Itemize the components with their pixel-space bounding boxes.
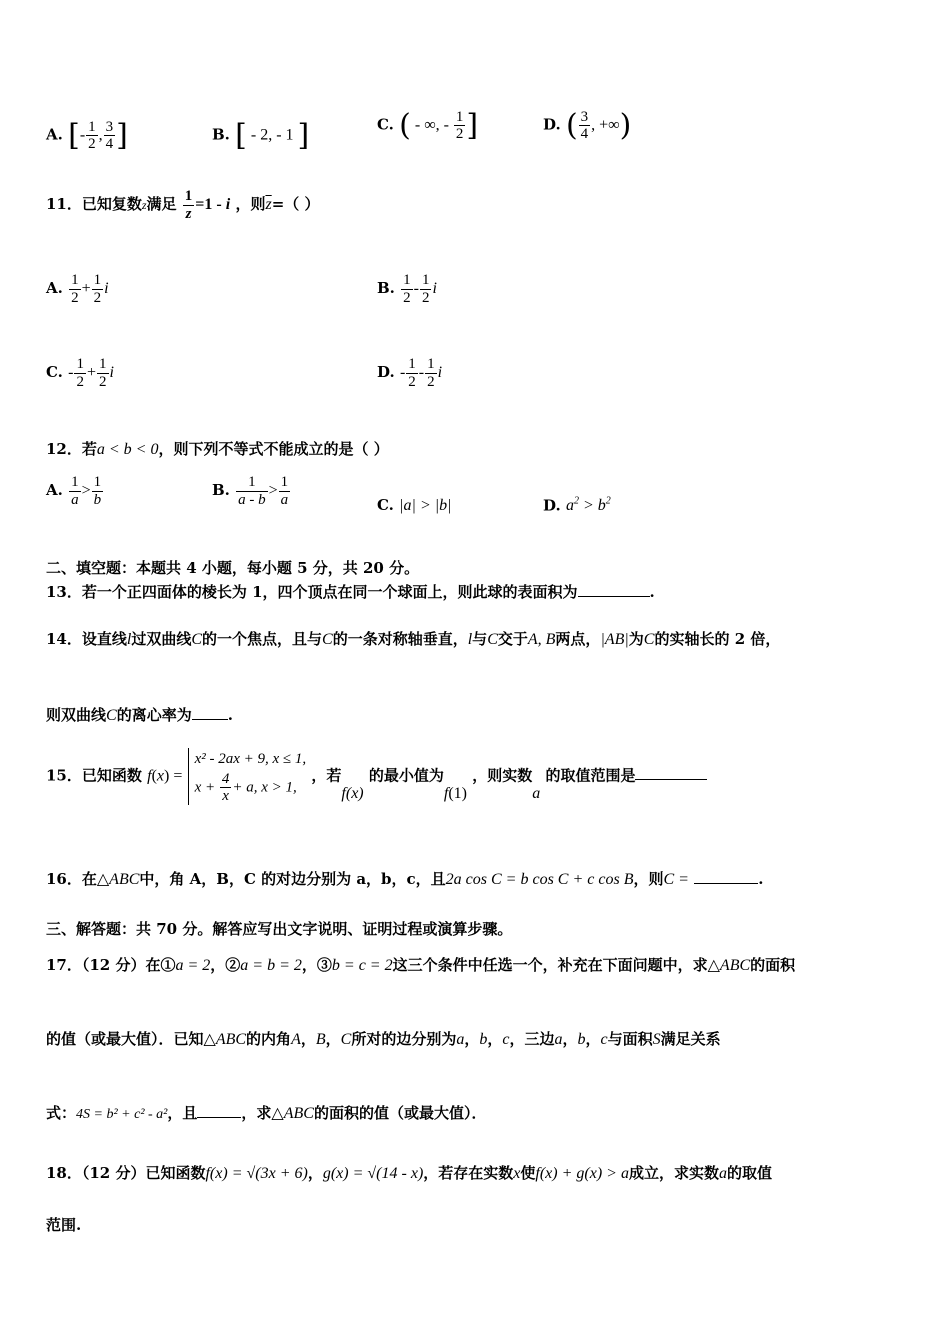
q10-option-a: A. [- $\frac{1}{2}$ , $\frac{3}{4}$ ]: [46, 118, 128, 153]
q12-stem: 12．若a < b < 0，则下列不等式不能成立的是（ ）: [46, 440, 389, 458]
section-3-heading: 三、解答题：共 70 分。解答应写出文字说明、证明过程或演算步骤。: [46, 920, 513, 938]
q11-option-c: C. - $\frac{1}{2}$ + $\frac{1}{2}$ i: [46, 356, 114, 390]
q12-option-b: B. $\frac{1}{a - b}$ > $\frac{1}{a}$: [212, 474, 289, 508]
q15: 15．已知函数 f(x) = x² - 2ax + 9, x ≤ 1, x + $\frac{4}{x}$ + a, x > 1, ，若f(x) 的最小值为f(1) ，则实数a 的取值范围是: [46, 748, 707, 805]
q10-option-b: B. [ - 2, - 1 ]: [212, 118, 310, 153]
q12-option-c: C. |a| > |b|: [377, 496, 452, 514]
q12-option-d: D. $a^2 > b^2$: [543, 496, 611, 515]
q17-line3: 式：4S = b² + c² - a²，且 ，求△ABC的面积的值（或最大值）．: [46, 1104, 487, 1122]
q12-option-a: A. $\frac{1}{a}$ > $\frac{1}{b}$: [46, 474, 102, 508]
q15-piecewise: x² - 2ax + 9, x ≤ 1, x + $\frac{4}{x}$ + a, x > 1,: [188, 748, 307, 805]
q16: 16．在△ABC中，角 A，B，C 的对边分别为 a，b，c，且2a cos C = b cos C + c cos B，则C = .: [46, 870, 764, 888]
q18-line2: 范围.: [46, 1216, 82, 1234]
q11-option-a: A. $\frac{1}{2}$ + $\frac{1}{2}$ i: [46, 272, 109, 306]
q17-line1: 17．（12 分）在①a = 2，②a = b = 2，③b = c = 2这三个条件中任选一个，补充在下面问题中，求△ABC的面积: [46, 956, 796, 974]
q17-line2: 的值（或最大值）．已知△ABC的内角A，B，C所对的边分别为a，b，c，三边a，b，c与面积S满足关系: [46, 1030, 721, 1048]
q14-line2: 则双曲线C的离心率为 .: [46, 706, 233, 724]
section-2-heading: 二、填空题：本题共 4 小题，每小题 5 分，共 20 分。: [46, 559, 420, 577]
q10-option-d: D. ( $\frac{3}{4}$ , +∞): [543, 108, 632, 143]
q10-option-c: C. ( - ∞, - $\frac{1}{2}$ ]: [377, 108, 479, 143]
q11-option-d: D. - $\frac{1}{2}$ - $\frac{1}{2}$ i: [377, 356, 443, 390]
q13: 13．若一个正四面体的棱长为 1，四个顶点在同一个球面上，则此球的表面积为 .: [46, 583, 655, 601]
q11-option-b: B. $\frac{1}{2}$ - $\frac{1}{2}$ i: [377, 272, 437, 306]
q11-stem: 11．已知复数z满足 $\frac{1}{z}$ =1 - i ，则$\overline{z}=$（ ）: [46, 188, 320, 222]
q14-line1: 14．设直线l过双曲线C的一个焦点，且与C的一条对称轴垂直，l与C交于A, B两点，|AB|为C的实轴长的 2 倍，: [46, 630, 781, 648]
q18-line1: 18．（12 分）已知函数f(x) = √(3x + 6)，g(x) = √(14 - x)，若存在实数x使f(x) + g(x) > a成立，求实数a的取值: [46, 1164, 772, 1182]
